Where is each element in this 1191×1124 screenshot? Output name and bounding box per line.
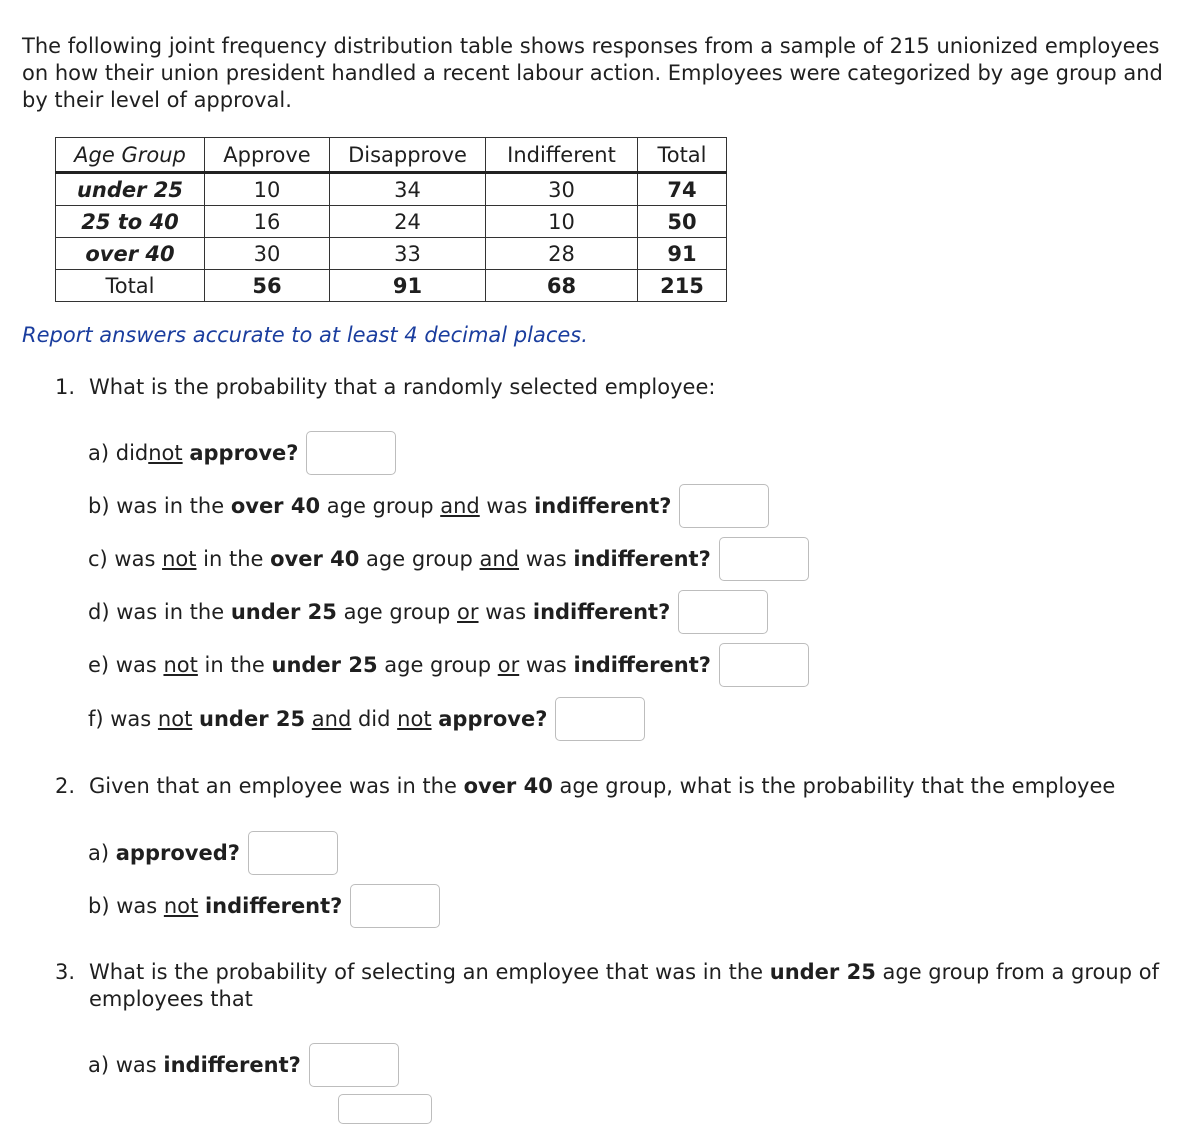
text: in the (197, 653, 272, 677)
answer-input-q2b[interactable] (350, 884, 440, 928)
table-cell-total: 74 (638, 173, 727, 206)
text: a) (88, 841, 116, 865)
table-cell: 30 (205, 238, 330, 270)
text: or (457, 600, 479, 624)
text: approve? (438, 707, 548, 731)
header-disapprove: Disapprove (330, 138, 486, 173)
header-age-group: Age Group (56, 138, 205, 173)
answer-input-q2a[interactable] (248, 831, 338, 875)
row-label: 25 to 40 (56, 206, 205, 238)
text (305, 707, 312, 731)
text: b) was (88, 894, 164, 918)
header-indifferent: Indifferent (486, 138, 638, 173)
table-cell: 10 (486, 206, 638, 238)
text: not (148, 441, 183, 465)
text: was (479, 494, 535, 518)
text: age group (359, 547, 480, 571)
row-label: under 25 (56, 173, 205, 206)
answer-input-q1f[interactable] (555, 697, 645, 741)
table-cell-total: 91 (638, 238, 727, 270)
text (432, 707, 439, 731)
q3a (88, 1041, 399, 1089)
text: was (478, 600, 533, 624)
q2b (88, 882, 440, 930)
text: indifferent? (204, 894, 343, 918)
question-text: Given that an employee was in the (89, 774, 464, 798)
text (198, 894, 205, 918)
table-cell-total: 68 (486, 270, 638, 302)
question-number: 3. (55, 960, 76, 984)
table-row (56, 173, 727, 206)
intro-paragraph: The following joint frequency distribution table shows responses from a sample of 215 unionized employees on how their union president handled a recent labour action. Employees were categorized by age group and by their level of approval. (22, 34, 1163, 112)
table-cell: 34 (330, 173, 486, 206)
answer-input-q1e[interactable] (719, 643, 809, 687)
question-text: under 25 (769, 960, 876, 984)
question-1 (55, 374, 715, 401)
text: not (397, 707, 432, 731)
text: not (157, 707, 193, 731)
q1e (88, 641, 809, 689)
question-text: What is the probability of selecting an employee that was in the (89, 960, 770, 984)
question-number: 2. (55, 774, 76, 798)
text: did (351, 707, 398, 731)
table-cell-total: 215 (638, 270, 727, 302)
table-cell-total: 56 (205, 270, 330, 302)
text: under 25 (230, 600, 337, 624)
text: or (497, 653, 520, 677)
text: a) did (88, 441, 149, 465)
text: f) was (88, 707, 158, 731)
instruction-note: Report answers accurate to at least 4 decimal places. (22, 323, 588, 347)
text: b) was in the (88, 494, 231, 518)
table-cell: 24 (330, 206, 486, 238)
table-cell: 30 (486, 173, 638, 206)
text: e) was (88, 653, 164, 677)
question-text: age group, what is the probability that the employee (552, 774, 1116, 798)
row-label: over 40 (56, 238, 205, 270)
table-header-row (56, 138, 727, 173)
q1b (88, 482, 769, 530)
text: indifferent? (532, 600, 671, 624)
answer-input-q1c[interactable] (719, 537, 809, 581)
text: age group (320, 494, 441, 518)
text: age group (377, 653, 498, 677)
row-label: Total (56, 270, 205, 302)
question-text: What is the probability that a randomly selected employee: (89, 375, 716, 399)
text: indifferent? (534, 494, 672, 518)
text: c) was (88, 547, 163, 571)
answer-input-q3b[interactable] (338, 1094, 432, 1124)
text: and (440, 494, 480, 518)
q1a (88, 429, 396, 477)
question-text: over 40 (463, 774, 553, 798)
text (183, 441, 190, 465)
q1f (88, 695, 645, 743)
table-cell-total: 91 (330, 270, 486, 302)
text: approve? (189, 441, 299, 465)
text: under 25 (271, 653, 378, 677)
header-approve: Approve (205, 138, 330, 173)
text: d) was in the (88, 600, 231, 624)
text: not (163, 894, 199, 918)
text: over 40 (270, 547, 360, 571)
text: indifferent? (573, 547, 711, 571)
header-total: Total (638, 138, 727, 173)
q1d (88, 588, 768, 636)
text: and (479, 547, 520, 571)
text: a) was (88, 1053, 164, 1077)
answer-input-q1d[interactable] (678, 590, 768, 634)
text: indifferent? (163, 1053, 301, 1077)
frequency-table (55, 137, 727, 302)
q1c (88, 535, 809, 583)
question-text-block (89, 959, 1165, 1013)
table-row (56, 238, 727, 270)
answer-input-q3a[interactable] (309, 1043, 399, 1087)
text (192, 707, 199, 731)
table-row (56, 206, 727, 238)
text: was (519, 653, 574, 677)
answer-input-q1a[interactable] (306, 431, 396, 475)
table-cell: 28 (486, 238, 638, 270)
table-cell: 33 (330, 238, 486, 270)
text: under 25 (199, 707, 306, 731)
text: and (311, 707, 352, 731)
question-3 (55, 959, 1165, 1013)
table-cell-total: 50 (638, 206, 727, 238)
question-2 (55, 773, 1115, 800)
q2a (88, 829, 338, 877)
question-number: 1. (55, 375, 76, 399)
table-total-row (56, 270, 727, 302)
text: not (163, 653, 198, 677)
text: approved? (115, 841, 240, 865)
table-cell: 10 (205, 173, 330, 206)
text: not (162, 547, 197, 571)
text: age group (336, 600, 458, 624)
table-cell: 16 (205, 206, 330, 238)
text: was (519, 547, 574, 571)
text: over 40 (230, 494, 321, 518)
answer-input-q1b[interactable] (679, 484, 769, 528)
question-text: age group from a group of employees that (89, 960, 1159, 1011)
text: indifferent? (573, 653, 711, 677)
text: in the (196, 547, 271, 571)
